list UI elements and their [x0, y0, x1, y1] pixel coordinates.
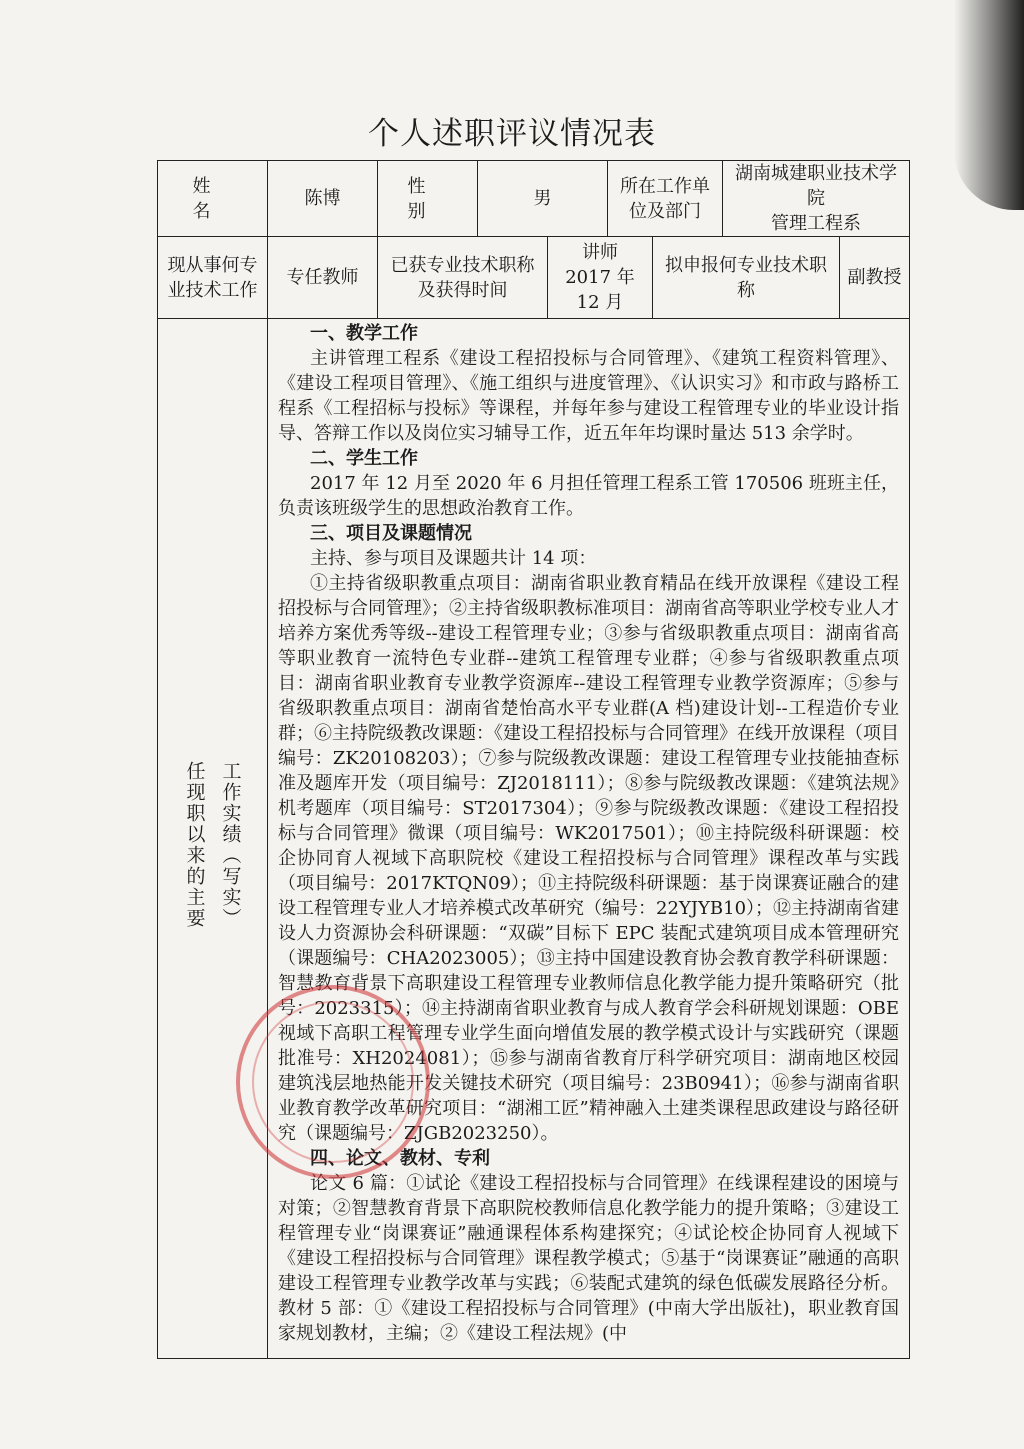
title-value — [548, 237, 653, 319]
unit-value-line1: 湖南城建职业技术学院 — [735, 163, 897, 209]
apply-label: 拟申报何专业技术职称 — [653, 237, 840, 319]
name-label: 姓 名 — [158, 161, 268, 237]
scan-edge-shadow — [954, 0, 1024, 210]
form-title: 个人述职评议情况表 — [368, 116, 656, 152]
section-student-title: 二、学生工作 — [310, 448, 418, 469]
evaluation-form-table — [157, 160, 910, 1359]
side-label-left: 工作实绩（写实） — [219, 761, 242, 929]
title-value-line2: 2017 年 12 月 — [565, 267, 635, 313]
row-position-info — [158, 237, 910, 319]
apply-value: 副教授 — [840, 237, 910, 319]
section-projects-summary: 主持、参与项目及课题共计 14 项： — [310, 548, 597, 569]
row-basic-info — [158, 161, 910, 237]
section-projects-list: ①主持省级职教重点项目：湖南省职业教育精品在线开放课程《建设工程招投标与合同管理》；②主持省级职教标准项目：湖南省高等职业学校专业人才培养方案优秀等级--建设工程管理专业；③参与省级职教重点项目：湖南省高等职业教育一流特色专业群--建筑工程管理专业群；④参与省级职教重点项目：湖南省职业教育专业教学资源库--建设工程管理专业教学资源库；⑤参与省级职教重点项目：湖南省楚怡高水平专业群(A 档)建设计划--工程造价专业群；⑥主持院级教改课题：《建设工程招投标与合同管理》在线开放课程（项目编号：ZK20108203）；⑦参与院级教改课题：建设工程管理专业技能抽查标准及题库开发（项目编号：ZJ2018111）；⑧参与院级教改课题：《建筑法规》机考题库（项目编号：ST2017304）；⑨参与院级教改课题：《建设工程招投标与合同管理》微课（项目编号：WK2017501）；⑩主持院级科研课题：校企协同育人视域下高职院校《建设工程招投标与合同管理》课程改革与实践（项目编号：2017KTQN09）；⑪主持院级科研课题：基于岗课赛证融合的建设工程管理专业人才培养模式改革研究（编号：22YJYB10）；⑫主持湖南省建设人力资源协会科研课题：“双碳”目标下 EPC 装配式建筑项目成本管理研究（课题编号：CHA2023005）；⑬主持中国建设教育协会教育教学科研课题：智慧教育背景下高职建设工程管理专业教师信息化教学能力提升策略研究（批号：2023315）；⑭主持湖南省职业教育与成人教育学会科研规划课题：OBE 视域下高职工程管理专业学生面向增值发展的教学模式设计与实践研究（课题批准号：XH2024081）；⑮参与湖南省教育厅科学研究项目：湖南地区校园建筑浅层地热能开发关键技术研究（项目编号：23B0941）；⑯参与湖南省职业教育教学改革研究项目：“湖湘工匠”精神融入土建类课程思政建设与路径研究（课题编号：ZJGB2023250）。 — [278, 573, 900, 1144]
section-projects-title: 三、项目及课题情况 — [310, 523, 472, 544]
section-teaching-title: 一、教学工作 — [310, 323, 418, 344]
row-achievements — [158, 319, 910, 1359]
section-student-text: 2017 年 12 月至 2020 年 6 月担任管理工程系工管 170506 班班主任，负责该班级学生的思想政治教育工作。 — [278, 473, 899, 519]
section-papers-title: 四、论文、教材、专利 — [310, 1148, 490, 1169]
unit-label: 所在工作单位及部门 — [608, 161, 723, 237]
side-label-right: 任现职以来的主要 — [183, 761, 206, 929]
unit-value — [723, 161, 910, 237]
achievements-content — [268, 319, 910, 1359]
section-papers-text: 论文 6 篇：①试论《建设工程招投标与合同管理》在线课程建设的困境与对策；②智慧教育背景下高职院校教师信息化教学能力的提升策略；③建设工程管理专业“岗课赛证”融通课程体系构建探究；④试论校企协同育人视域下《建设工程招投标与合同管理》课程教学模式；⑤基于“岗课赛证”融通的高职建设工程管理专业教学改革与实践；⑥装配式建筑的绿色低碳发展路径分析。教材 5 部：①《建设工程招投标与合同管理》(中南大学出版社)，职业教育国家规划教材，主编；②《建设工程法规》(中 — [278, 1173, 899, 1344]
section-teaching-text: 主讲管理工程系《建设工程招投标与合同管理》、《建筑工程资料管理》、《建设工程项目管理》、《施工组织与进度管理》、《认识实习》和市政与路桥工程系《工程招标与投标》等课程，并每年参与建设工程管理专业的毕业设计指导、答辩工作以及岗位实习辅导工作，近五年年均课时量达 513 余学时。 — [278, 348, 899, 444]
name-value: 陈博 — [268, 161, 378, 237]
side-label-cell — [158, 319, 268, 1359]
title-label: 已获专业技术职称及获得时间 — [378, 237, 548, 319]
gender-value: 男 — [478, 161, 608, 237]
job-value: 专任教师 — [268, 237, 378, 319]
job-label: 现从事何专业技术工作 — [158, 237, 268, 319]
gender-label: 性 别 — [378, 161, 478, 237]
unit-value-line2: 管理工程系 — [771, 213, 861, 234]
title-value-line1: 讲师 — [582, 242, 618, 263]
